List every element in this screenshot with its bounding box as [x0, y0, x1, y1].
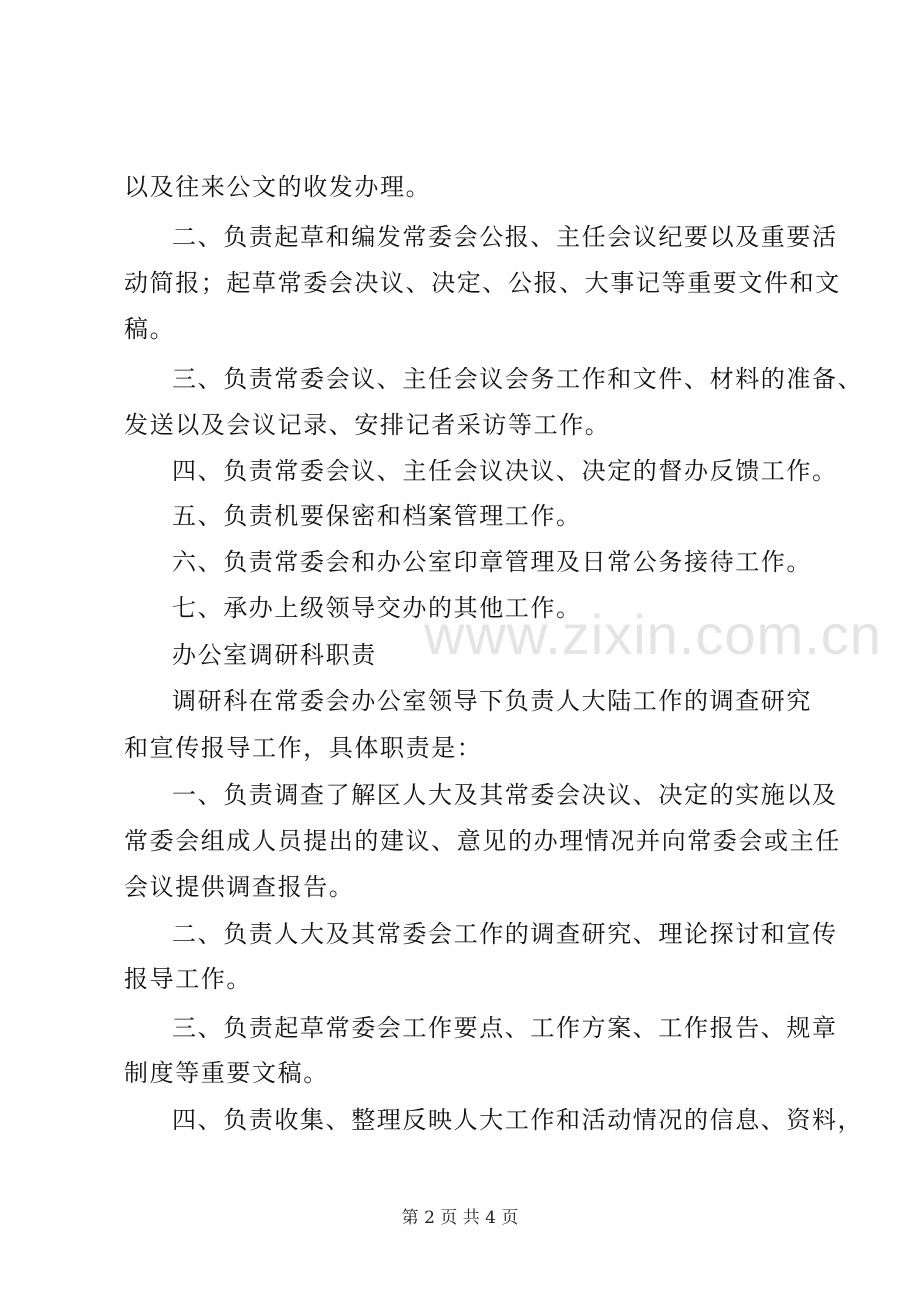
text-line-19: 三、负责起草常委会工作要点、工作方案、工作报告、规章	[172, 1014, 838, 1042]
text-line-10: 七、承办上级领导交办的其他工作。	[172, 594, 582, 622]
text-line-1: 以及往来公文的收发办理。	[124, 173, 432, 201]
text-line-15: 常委会组成人员提出的建议、意见的办理情况并向常委会或主任	[124, 827, 841, 855]
text-line-21: 四、负责收集、整理反映人大工作和活动情况的信息、资料，	[172, 1106, 864, 1134]
text-line-20: 制度等重要文稿。	[124, 1059, 329, 1087]
text-line-4: 稿。	[124, 315, 176, 343]
text-line-17: 二、负责人大及其常委会工作的调查研究、理论探讨和宣传	[172, 920, 838, 948]
text-line-14: 一、负责调查了解区人大及其常委会决议、决定的实施以及	[172, 781, 838, 809]
text-line-6: 发送以及会议记录、安排记者采访等工作。	[124, 411, 611, 439]
text-line-18: 报导工作。	[124, 965, 252, 993]
text-line-5: 三、负责常委会议、主任会议会务工作和文件、材料的准备、	[172, 365, 864, 393]
page-footer: 第 2 页 共 4 页	[401, 1208, 519, 1228]
text-line-16: 会议提供调查报告。	[124, 873, 355, 901]
text-line-9: 六、负责常委会和办公室印章管理及日常公务接待工作。	[172, 548, 812, 576]
section-heading: 办公室调研科职责	[172, 641, 377, 669]
watermark: www.zixin.com.cn	[424, 603, 882, 666]
text-line-12: 调研科在常委会办公室领导下负责人大陆工作的调查研究	[172, 687, 812, 715]
text-line-7: 四、负责常委会议、主任会议决议、决定的督办反馈工作。	[172, 457, 838, 485]
text-line-3: 动简报；起草常委会决议、决定、公报、大事记等重要文件和文	[124, 269, 841, 297]
text-line-2: 二、负责起草和编发常委会公报、主任会议纪要以及重要活	[172, 223, 838, 251]
text-line-8: 五、负责机要保密和档案管理工作。	[172, 502, 582, 530]
text-line-13: 和宣传报导工作，具体职责是：	[124, 734, 483, 762]
